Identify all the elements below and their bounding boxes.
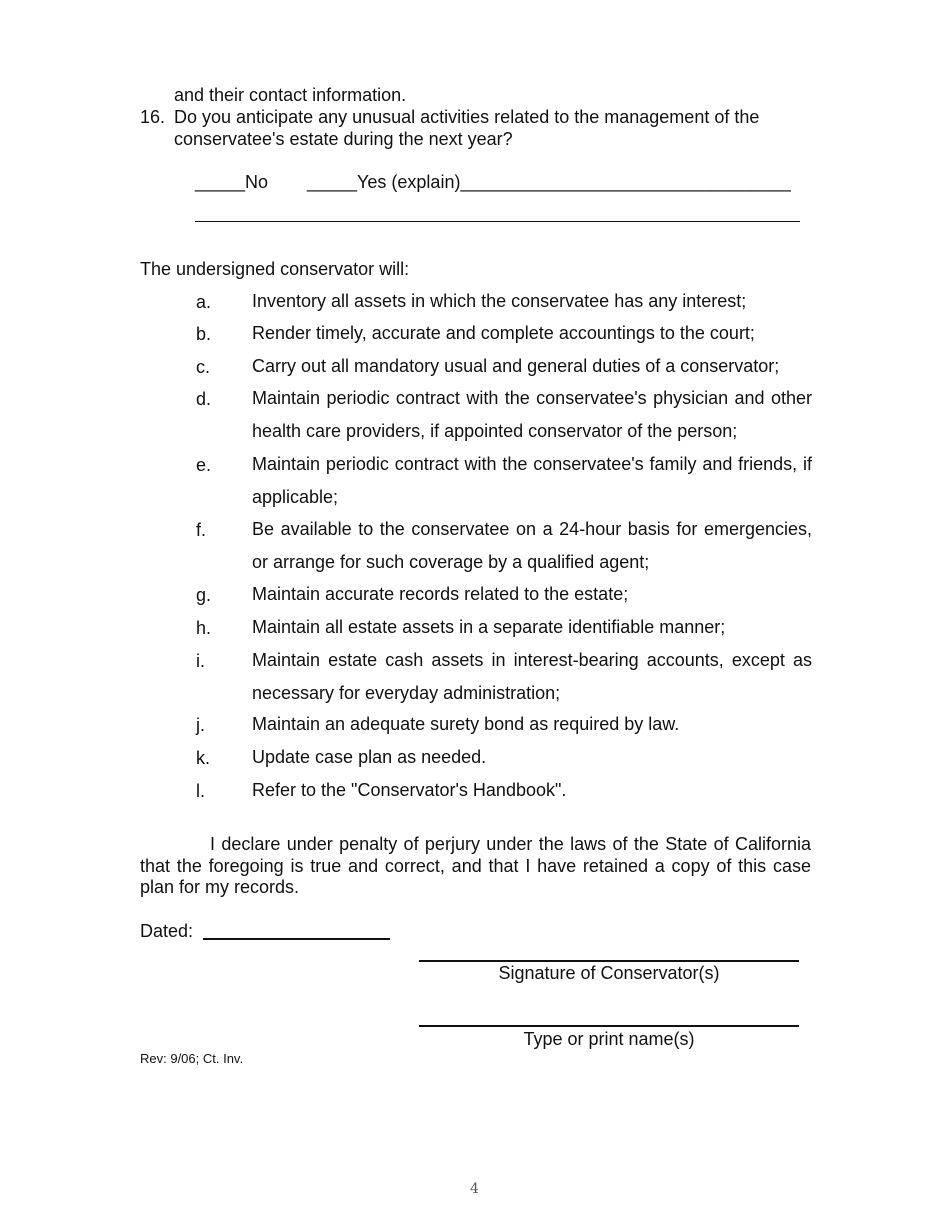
dated-label: Dated: [140,921,194,941]
yes-explain-option[interactable]: _____Yes (explain)_________________________________ [307,172,791,192]
list-item: Update case plan as needed. [252,747,487,767]
explain-blank-line[interactable] [195,221,800,222]
list-item-letter: b. [196,324,212,344]
no-option[interactable]: _____No [195,172,269,192]
signature-field[interactable] [419,960,799,962]
printed-name-field[interactable] [419,1025,799,1027]
list-item: Maintain periodic contract with the conservatee's family and friends, if applicable; [252,454,812,507]
list-item-letter: c. [196,357,211,377]
list-item-letter: k. [196,748,211,768]
printed-name-label: Type or print name(s) [523,1029,695,1049]
list-item: Maintain periodic contract with the conservatee's physician and other health care providers, if appointed conservator of the person; [252,388,812,441]
list-item: Inventory all assets in which the conservatee has any interest; [252,291,747,311]
list-item: Maintain accurate records related to the estate; [252,584,629,604]
list-item-letter: j. [196,715,205,735]
list-item-letter: d. [196,389,212,409]
list-item: Maintain all estate assets in a separate identifiable manner; [252,617,726,637]
list-item-letter: i. [196,651,205,671]
list-item-letter: h. [196,618,212,638]
list-item-letter: l. [196,781,205,801]
signature-label: Signature of Conservator(s) [498,963,720,983]
list-item: Carry out all mandatory usual and general duties of a conservator; [252,356,780,376]
declaration-paragraph: I declare under penalty of perjury under the laws of the State of California that the foregoing is true and correct, and that I have retained a copy of this case plan for my records. [140,834,811,897]
question-text-line2: conservatee's estate during the next year? [174,129,513,149]
list-item: Render timely, accurate and complete accountings to the court; [252,323,755,343]
list-item-letter: f. [196,520,207,540]
list-item: Refer to the "Conservator's Handbook". [252,780,567,800]
list-item-letter: g. [196,585,212,605]
page-number: 4 [470,1181,479,1197]
duties-intro: The undersigned conservator will: [140,259,410,279]
q15-continuation: and their contact information. [174,85,407,105]
list-item: Be available to the conservatee on a 24-hour basis for emergencies, or arrange for such coverage by a qualified agent; [252,519,812,572]
question-text-line1: Do you anticipate any unusual activities related to the management of the [174,107,760,127]
date-field[interactable] [203,938,390,940]
list-item-letter: a. [196,292,212,312]
question-number: 16. [140,107,166,127]
revision-note: Rev: 9/06; Ct. Inv. [140,1051,244,1066]
list-item: Maintain an adequate surety bond as required by law. [252,714,680,734]
list-item: Maintain estate cash assets in interest-bearing accounts, except as necessary for everyday administration; [252,650,812,703]
list-item-letter: e. [196,455,212,475]
